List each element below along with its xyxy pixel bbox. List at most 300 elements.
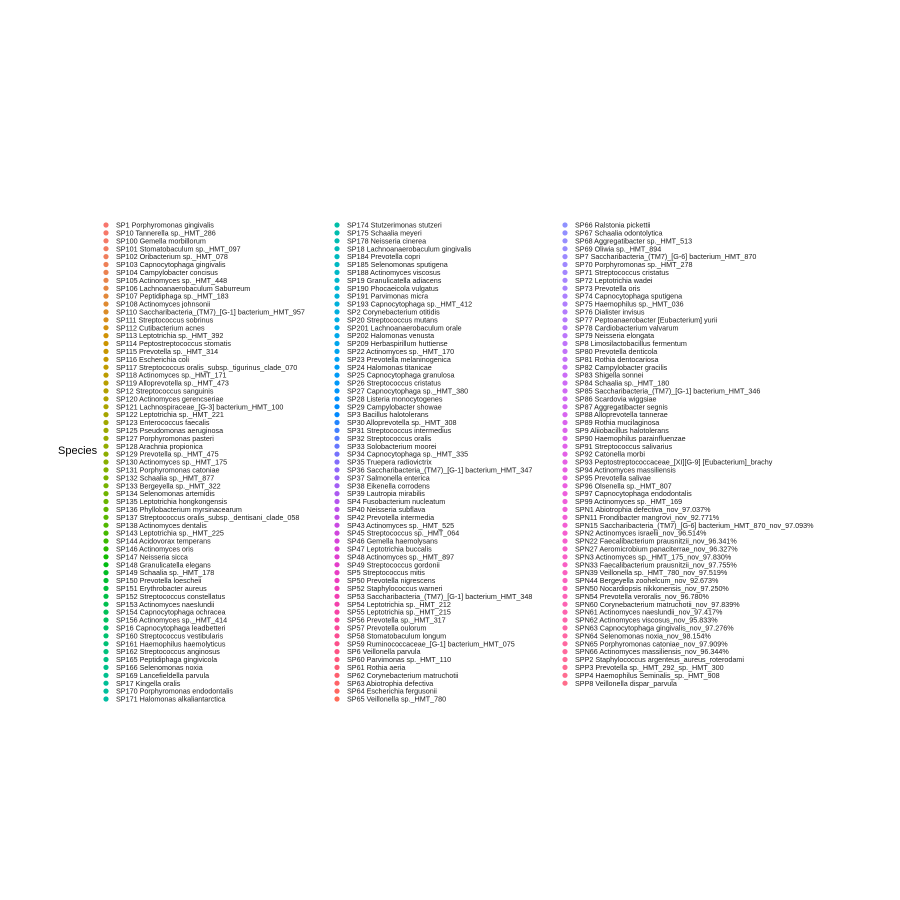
legend-label: SP95 Prevotella salivae	[575, 473, 651, 483]
legend-key-dot	[103, 317, 108, 322]
legend-label: SP20 Streptococcus mutans	[347, 315, 438, 325]
legend-label: SP9 Aliiobacillus halotolerans	[575, 426, 669, 435]
legend-label: SP138 Actinomyces dentalis	[116, 520, 207, 530]
legend-key-dot	[103, 602, 108, 607]
legend-key-dot	[334, 617, 339, 622]
legend-key-dot	[562, 641, 567, 646]
legend-key-dot	[334, 483, 339, 488]
legend-key-dot	[562, 286, 567, 291]
legend-key-dot	[562, 396, 567, 401]
legend-key-dot	[103, 325, 108, 330]
legend-label: SP22 Actinomyces sp._HMT_170	[347, 347, 455, 356]
legend-label: SP106 Lachnoanaerobaculum Saburreum	[116, 283, 251, 293]
legend-label: SP117 Streptococcus oralis_subsp._tigurinus_clade_070	[116, 362, 298, 372]
legend-key-dot	[334, 365, 339, 370]
legend-key-dot	[103, 428, 108, 433]
legend-key-dot	[103, 467, 108, 472]
legend-label: SP40 Neisseria subflava	[347, 505, 426, 514]
legend-key-dot	[334, 436, 339, 441]
legend-label: SP48 Actinomyces sp._HMT_897	[347, 552, 455, 562]
legend-label: SPN2 Actinomyces israelii_nov_96.514%	[575, 528, 707, 538]
legend-key-dot	[103, 546, 108, 551]
legend-key-dot	[562, 531, 567, 536]
legend-key-dot	[103, 246, 108, 251]
legend-label: SP6 Veillonella parvula	[347, 647, 421, 657]
legend-label: SP71 Streptococcus cristatus	[575, 268, 669, 277]
legend-label: SP184 Prevotella copri	[347, 252, 421, 262]
legend-label: SP85 Saccharibacteria_(TM7)_[G-1] bacterium_HMT_346	[575, 386, 761, 396]
legend-key-dot	[562, 554, 567, 559]
legend-label: SPN15 Saccharibacteria_(TM7)_[G-6] bacterium_HMT_870_nov_97.093%	[575, 520, 814, 530]
legend-label: SP170 Porphyromonas endodontalis	[116, 686, 234, 696]
legend-key-dot	[334, 428, 339, 433]
legend-label: SP32 Streptococcus oralis	[347, 433, 432, 443]
legend-label: SP83 Shigella sonnei	[575, 370, 644, 380]
legend-key-dot	[334, 459, 339, 464]
legend-label: SPN60 Corynebacterium matruchotii_nov_97.839%	[575, 599, 740, 609]
legend-label: SP38 Eikenella corrodens	[347, 481, 430, 491]
legend-label: SP102 Oribacterium sp._HMT_078	[116, 252, 228, 262]
legend-key-dot	[562, 270, 567, 275]
legend-label: SP209 Herbaspirillum huttiense	[347, 339, 448, 349]
legend-label: SP127 Porphyromonas pasteri	[116, 433, 214, 443]
legend-key-dot	[334, 420, 339, 425]
legend-label: SP112 Cutibacterium acnes	[116, 323, 205, 333]
legend-key-dot	[103, 538, 108, 543]
legend-label: SP80 Prevotella denticola	[575, 347, 658, 356]
legend-key-dot	[103, 436, 108, 441]
legend-label: SP107 Peptidiphaga sp._HMT_183	[116, 291, 229, 301]
legend-label: SP64 Escherichia fergusonii	[347, 686, 437, 696]
legend-label: SP178 Neisseria cinerea	[347, 236, 427, 246]
legend-key-dot	[334, 278, 339, 283]
legend-key-dot	[334, 641, 339, 646]
legend-key-dot	[334, 499, 339, 504]
legend-label: SP110 Saccharibacteria_(TM7)_[G-1] bacterium_HMT_957	[116, 307, 305, 317]
legend-label: SP150 Prevotella loescheii	[116, 576, 202, 586]
legend-key-dot	[562, 499, 567, 504]
legend-key-dot	[103, 499, 108, 504]
legend-label: SPN61 Actinomyces naeslundii_nov_97.417%	[575, 607, 723, 617]
legend-label: SP62 Corynebacterium matruchotii	[347, 670, 459, 680]
legend-key-dot	[334, 602, 339, 607]
legend-key-dot	[103, 562, 108, 567]
legend-key-dot	[334, 586, 339, 591]
legend-key-dot	[562, 602, 567, 607]
legend-label: SP123 Enterococcus faecalis	[116, 418, 210, 428]
legend-key-dot	[103, 641, 108, 646]
legend-label: SP91 Streptococcus salivarius	[575, 441, 673, 451]
legend-key-dot	[103, 515, 108, 520]
legend-key-dot	[103, 594, 108, 599]
legend-key-dot	[562, 365, 567, 370]
legend-key-dot	[334, 562, 339, 567]
legend-key-dot	[334, 578, 339, 583]
legend-key-dot	[334, 673, 339, 678]
legend-label: SPN22 Faecalibacterium prausnitzii_nov_96.341%	[575, 536, 737, 546]
legend-label: SP60 Parvimonas sp._HMT_110	[347, 655, 452, 665]
legend-label: SPN63 Capnocytophaga gingivalis_nov_97.276%	[575, 623, 734, 633]
legend-key-dot	[103, 681, 108, 686]
legend-label: SPN11 Frondibacter mangrovi_nov_92.771%	[575, 512, 720, 522]
legend-key-dot	[562, 594, 567, 599]
legend-key-dot	[334, 523, 339, 528]
legend-label: SP35 Truepera radiovictrix	[347, 457, 432, 467]
legend-key-dot	[103, 404, 108, 409]
legend-key-dot	[334, 531, 339, 536]
legend-key-dot	[103, 531, 108, 536]
legend-key-dot	[334, 538, 339, 543]
legend-label: SP26 Streptococcus cristatus	[347, 378, 441, 388]
legend-key-dot	[103, 444, 108, 449]
legend-label: SP160 Streptococcus vestibularis	[116, 631, 224, 641]
legend-label: SPN64 Selenomonas noxia_nov_98.154%	[575, 631, 711, 641]
legend-key-dot	[103, 625, 108, 630]
legend-key-dot	[562, 317, 567, 322]
legend-key-dot	[334, 515, 339, 520]
legend-label: SP8 Limosilactobacillus fermentum	[575, 339, 687, 349]
legend-label: SPP2 Staphylococcus argenteus_aureus_roterodami	[575, 655, 745, 665]
legend-key-dot	[103, 452, 108, 457]
legend-label: SP135 Leptotrichia hongkongensis	[116, 497, 228, 507]
legend-key-dot	[103, 380, 108, 385]
legend-key-dot	[562, 404, 567, 409]
legend-label: SP108 Actinomyces johnsonii	[116, 299, 211, 309]
legend-label: SP185 Selenomonas sputigena	[347, 260, 448, 270]
legend-label: SP151 Erythrobacter aureus	[116, 584, 207, 593]
legend-label: SP89 Rothia mucilaginosa	[575, 418, 660, 428]
legend-label: SP88 Alloprevotella tannerae	[575, 410, 668, 420]
legend-label: SP33 Solobacterium moorei	[347, 441, 437, 451]
legend-label: SP19 Granulicatella adiacens	[347, 275, 442, 285]
legend-key-dot	[103, 420, 108, 425]
legend-label: SP4 Fusobacterium nucleatum	[347, 497, 446, 507]
legend-key-dot	[334, 286, 339, 291]
legend-key-dot	[334, 467, 339, 472]
legend-key-dot	[103, 633, 108, 638]
legend-label: SP34 Capnocytophaga sp._HMT_335	[347, 449, 469, 459]
legend-label: SP10 Tannerella sp._HMT_286	[116, 228, 216, 238]
legend-label: SP99 Actinomyces sp._HMT_169	[575, 497, 683, 507]
legend-label: SP59 Ruminococcaceae_[G-1] bacterium_HMT_075	[347, 639, 515, 649]
legend-key-dot	[103, 365, 108, 370]
legend-label: SP93 Peptostreptococcaceae_[XI][G-9] [Eubacterium]_brachy	[575, 457, 773, 467]
legend-key-dot	[334, 294, 339, 299]
legend-label: SP81 Rothia dentocariosa	[575, 354, 659, 364]
legend-label: SPP8 Veillonella dispar_parvula	[575, 678, 677, 688]
legend-key-dot	[334, 325, 339, 330]
legend-label: SP75 Haemophilus sp._HMT_036	[575, 299, 684, 309]
legend-label: SP82 Campylobacter gracilis	[575, 362, 668, 372]
legend-key-dot	[562, 357, 567, 362]
legend-key-dot	[103, 483, 108, 488]
legend-key-dot	[103, 301, 108, 306]
legend-label: SP12 Streptococcus sanguinis	[116, 386, 214, 396]
legend-key-dot	[562, 570, 567, 575]
legend-key-dot	[562, 491, 567, 496]
legend-label: SP143 Leptotrichia sp._HMT_225	[116, 528, 224, 538]
legend-label: SP175 Schaalia meyeri	[347, 228, 422, 238]
legend-key-dot	[562, 673, 567, 678]
legend-label: SP79 Neisseria elongata	[575, 331, 655, 341]
legend-label: SP3 Bacillus halotolerans	[347, 410, 429, 420]
legend-key-dot	[562, 459, 567, 464]
legend-key-dot	[103, 578, 108, 583]
legend-key-dot	[562, 380, 567, 385]
legend-label: SP134 Selenomonas artemidis	[116, 489, 215, 499]
legend-label: SP23 Prevotella melaninogenica	[347, 354, 451, 364]
legend-key-dot	[103, 657, 108, 662]
legend-key-dot	[334, 452, 339, 457]
legend-label: SP31 Streptococcus intermedius	[347, 426, 452, 435]
legend-key-dot	[562, 333, 567, 338]
legend-key-dot	[334, 333, 339, 338]
legend-key-dot	[334, 507, 339, 512]
legend-key-dot	[334, 570, 339, 575]
legend-key-dot	[334, 681, 339, 686]
legend-key-dot	[334, 388, 339, 393]
legend-key-dot	[562, 681, 567, 686]
legend-key-dot	[562, 436, 567, 441]
legend-key-dot	[334, 309, 339, 314]
legend-label: SPN50 Nocardiopsis nikkonensis_nov_97.250%	[575, 584, 729, 593]
legend-label: SP86 Scardovia wiggsiae	[575, 394, 657, 404]
legend-label: SP111 Streptococcus sobrinus	[116, 315, 214, 325]
legend-key-dot	[562, 341, 567, 346]
legend-key-dot	[334, 349, 339, 354]
legend-key-dot	[562, 278, 567, 283]
legend-label: SP188 Actinomyces viscosus	[347, 268, 441, 277]
legend-label: SP131 Porphyromonas catoniae	[116, 465, 220, 475]
legend-key-dot	[334, 633, 339, 638]
legend-key-dot	[562, 562, 567, 567]
legend-label: SP72 Leptotrichia wadei	[575, 275, 653, 285]
legend-key-dot	[562, 538, 567, 543]
legend-label: SP58 Stomatobaculum longum	[347, 631, 447, 641]
legend-key-dot	[562, 325, 567, 330]
legend-key-dot	[103, 412, 108, 417]
legend-key-dot	[562, 515, 567, 520]
legend-label: SP36 Saccharibacteria_(TM7)_[G-1] bacterium_HMT_347	[347, 465, 533, 475]
legend-key-dot	[334, 696, 339, 701]
legend-label: SP161 Haemophilus haemolyticus	[116, 639, 226, 649]
legend-key-dot	[562, 633, 567, 638]
legend-label: SP78 Cardiobacterium valvarum	[575, 323, 679, 333]
legend-key-dot	[103, 222, 108, 227]
legend-label: SP128 Arachnia propionica	[116, 441, 203, 451]
legend-label: SP2 Corynebacterium otitidis	[347, 307, 440, 317]
legend-key-dot	[562, 373, 567, 378]
legend-label: SPP4 Haemophilus Seminalis_sp._HMT_908	[575, 670, 720, 680]
legend-label: SP146 Actinomyces oris	[116, 544, 194, 554]
legend-key-dot	[334, 357, 339, 362]
legend-key-dot	[562, 254, 567, 259]
legend-label: SP25 Capnocytophaga granulosa	[347, 370, 455, 380]
legend-label: SP7 Saccharibacteria_(TM7)_[G-6] bacterium_HMT_870	[575, 252, 757, 262]
legend-label: SP24 Halomonas titanicae	[347, 362, 432, 372]
legend-label: SP174 Stutzerimonas stutzeri	[347, 220, 442, 230]
legend-key-dot	[562, 657, 567, 662]
legend-key-dot	[562, 230, 567, 235]
legend-key-dot	[334, 317, 339, 322]
legend-key-dot	[334, 649, 339, 654]
legend-label: SPN44 Bergeyella zoohelcum_nov_92.673%	[575, 576, 719, 586]
legend-key-dot	[103, 294, 108, 299]
legend-label: SP154 Capnocytophaga ochracea	[116, 607, 226, 617]
legend-label: SP45 Streptococcus sp._HMT_064	[347, 528, 460, 538]
legend-label: SP27 Capnocytophaga sp._HMT_380	[347, 386, 469, 396]
legend-label: SP28 Listeria monocytogenes	[347, 394, 443, 404]
legend-key-dot	[334, 475, 339, 480]
legend-label: SP96 Olsenella sp._HMT_807	[575, 481, 672, 491]
legend-key-dot	[562, 625, 567, 630]
legend-label: SP101 Stomatobaculum sp._HMT_097	[116, 244, 241, 254]
legend-key-dot	[103, 309, 108, 314]
legend-key-dot	[334, 380, 339, 385]
legend-label: SP42 Prevotella intermedia	[347, 512, 435, 522]
legend-label: SP201 Lachnoanaerobaculum orale	[347, 323, 462, 333]
legend-key-dot	[562, 388, 567, 393]
legend-key-dot	[103, 238, 108, 243]
legend-label: SP39 Lautropia mirabilis	[347, 489, 425, 499]
legend-key-dot	[103, 523, 108, 528]
legend-key-dot	[334, 341, 339, 346]
legend-label: SP119 Alloprevotella sp._HMT_473	[116, 378, 229, 388]
legend-key-dot	[103, 270, 108, 275]
legend-label: SP74 Capnocytophaga sputigena	[575, 291, 683, 301]
legend-label: SP130 Actinomyces sp._HMT_175	[116, 457, 228, 467]
legend-label: SPN62 Actinomyces viscosus_nov_95.833%	[575, 615, 718, 625]
legend-label: SP171 Halomonas alkaliantarctica	[116, 694, 226, 704]
legend-key-dot	[334, 404, 339, 409]
legend-label: SP46 Gemella haemolysans	[347, 536, 438, 546]
legend-key-dot	[103, 673, 108, 678]
legend-key-dot	[103, 230, 108, 235]
legend-key-dot	[103, 696, 108, 701]
legend-key-dot	[103, 491, 108, 496]
legend-key-dot	[334, 657, 339, 662]
legend-key-dot	[103, 278, 108, 283]
legend-label: SP136 Phyllobacterium myrsinacearum	[116, 505, 242, 514]
legend-label: SP166 Selenomonas noxia	[116, 663, 203, 672]
legend-key-dot	[334, 412, 339, 417]
legend-key-dot	[103, 617, 108, 622]
legend-label: SPN54 Prevotella veroralis_nov_96.780%	[575, 591, 709, 601]
legend-label: SP202 Halomonas venusta	[347, 331, 435, 341]
legend-label: SP165 Peptidiphaga gingivicola	[116, 655, 218, 665]
legend-label: SP87 Aggregatibacter segnis	[575, 402, 668, 412]
legend-key-dot	[562, 301, 567, 306]
legend-key-dot	[103, 459, 108, 464]
legend-key-dot	[562, 412, 567, 417]
legend-label: SP133 Bergeyella sp._HMT_322	[116, 481, 221, 491]
legend-key-dot	[103, 507, 108, 512]
legend-key-dot	[103, 649, 108, 654]
legend-label: SP56 Prevotella sp._HMT_317	[347, 615, 446, 625]
legend-label: SP30 Alloprevotella sp._HMT_308	[347, 418, 457, 428]
legend-key-dot	[562, 420, 567, 425]
legend-key-dot	[562, 665, 567, 670]
legend-key-dot	[562, 586, 567, 591]
legend-title: Species	[58, 445, 98, 457]
legend-key-dot	[334, 610, 339, 615]
legend-key-dot	[562, 444, 567, 449]
legend-label: SP97 Capnocytophaga endodontalis	[575, 489, 692, 499]
legend-key-dot	[103, 475, 108, 480]
legend-label: SP153 Actinomyces naeslundii	[116, 599, 215, 609]
legend-label: SP37 Salmonella enterica	[347, 473, 430, 483]
legend-key-dot	[562, 309, 567, 314]
legend-key-dot	[334, 230, 339, 235]
legend-label: SP50 Prevotella nigrescens	[347, 576, 436, 586]
legend-label: SP18 Lachnoanaerobaculum gingivalis	[347, 244, 472, 254]
legend-key-dot	[103, 689, 108, 694]
legend-key-dot	[334, 373, 339, 378]
legend-label: SP76 Dialister invisus	[575, 307, 645, 317]
legend-key-dot	[103, 286, 108, 291]
legend-label: SP77 Peptoanaerobacter [Eubacterium] yurii	[575, 315, 718, 325]
legend-label: SP94 Actinomyces massiliensis	[575, 465, 676, 475]
legend-label: SP190 Phocaeicola vulgatus	[347, 283, 439, 293]
legend-key-dot	[103, 373, 108, 378]
legend-label: SP147 Neisseria sicca	[116, 552, 188, 562]
legend-label: SP116 Escherichia coli	[116, 354, 189, 364]
legend-label: SP57 Prevotella oulorum	[347, 623, 427, 633]
legend-label: SP114 Peptostreptococcus stomatis	[116, 339, 231, 349]
legend-label: SP113 Leptotrichia sp._HMT_392	[116, 331, 224, 341]
legend-key-dot	[103, 665, 108, 670]
legend-label: SP5 Streptococcus mitis	[347, 568, 425, 578]
legend-key-dot	[103, 349, 108, 354]
legend-label: SP73 Prevotella oris	[575, 283, 641, 293]
legend-label: SP152 Streptococcus constellatus	[116, 591, 226, 601]
legend-key-dot	[334, 665, 339, 670]
legend-label: SP29 Campylobacter showae	[347, 402, 442, 412]
legend-label: SP17 Kingella oralis	[116, 678, 181, 688]
legend-label: SP61 Rothia aeria	[347, 663, 406, 672]
legend-label: SP132 Schaalia sp._HMT_877	[116, 473, 215, 483]
legend-key-dot	[334, 396, 339, 401]
legend-key-dot	[334, 594, 339, 599]
legend-label: SP169 Lancefieldella parvula	[116, 670, 210, 680]
legend-label: SP54 Leptotrichia sp._HMT_212	[347, 599, 451, 609]
legend-label: SP1 Porphyromonas gingivalis	[116, 220, 214, 230]
legend-label: SP67 Schaalia odontolytica	[575, 228, 663, 238]
legend-label: SP70 Porphyromonas sp._HMT_278	[575, 260, 693, 270]
legend-label: SP162 Streptococcus anginosus	[116, 647, 220, 657]
legend-label: SP193 Capnocytophaga sp._HMT_412	[347, 299, 473, 309]
legend-key-dot	[562, 262, 567, 267]
legend-label: SP100 Gemella morbillorum	[116, 236, 206, 246]
legend-label: SP122 Leptotrichia sp._HMT_221	[116, 410, 224, 420]
legend-label: SP191 Parvimonas micra	[347, 291, 429, 301]
legend-key-dot	[103, 554, 108, 559]
legend-label: SP156 Actinomyces sp._HMT_414	[116, 615, 228, 625]
legend-key-dot	[562, 578, 567, 583]
legend-label: SPN3 Actinomyces sp._HMT_175_nov_97.830%	[575, 552, 732, 562]
legend-key-dot	[562, 222, 567, 227]
legend-key-dot	[562, 507, 567, 512]
legend-key-dot	[334, 270, 339, 275]
legend-key-dot	[562, 467, 567, 472]
legend-key-dot	[562, 294, 567, 299]
legend-label: SPN27 Aeromicrobium panaciterrae_nov_96.327%	[575, 544, 738, 554]
legend-key-dot	[562, 452, 567, 457]
legend-key-dot	[334, 254, 339, 259]
legend-key-dot	[562, 617, 567, 622]
legend-key-dot	[103, 254, 108, 259]
legend-key-dot	[562, 428, 567, 433]
